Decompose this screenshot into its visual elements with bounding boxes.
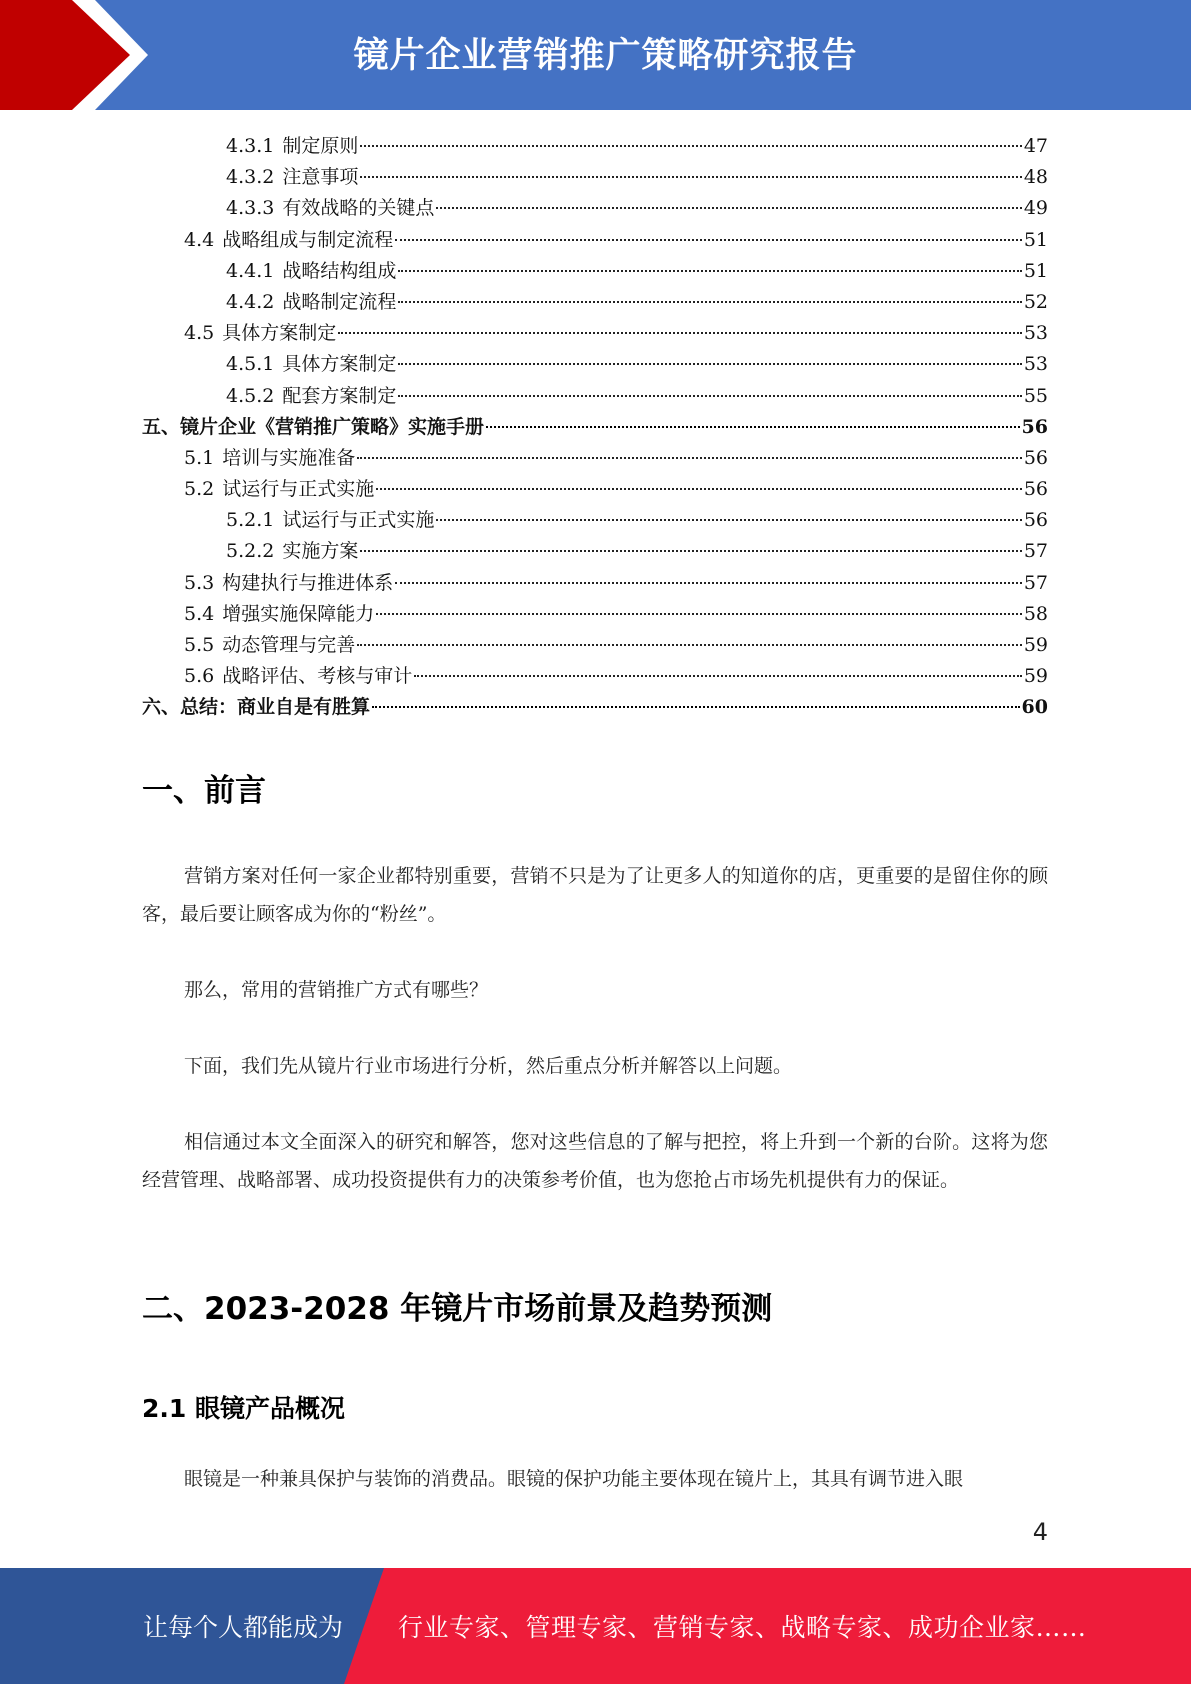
toc-entry-number: 4.5.2 (226, 384, 275, 407)
toc-entry-title: 五、镜片企业《营销推广策略》实施手册 (142, 415, 485, 438)
footer-slogan-left: 让每个人都能成为 (143, 1613, 344, 1642)
toc-entry-page: 49 (1023, 197, 1048, 220)
toc-entry-title: 试运行与正式实施 (222, 478, 375, 501)
toc-entry[interactable] (142, 661, 1048, 692)
toc-entry-title: 战略制定流程 (282, 290, 397, 313)
toc-entry-title: 增强实施保障能力 (222, 602, 375, 625)
overview-paragraph: 眼镜是一种兼具保护与装饰的消费品。眼镜的保护功能主要体现在镜片上，其具有调节进入眼 (184, 1468, 964, 1490)
toc-entry[interactable] (142, 381, 1048, 412)
toc-entry-number: 5.3 (184, 571, 215, 594)
toc-entry-title: 战略组成与制定流程 (222, 228, 394, 251)
toc-entry-page: 59 (1023, 634, 1048, 656)
document-title: 镜片企业营销推广策略研究报告 (353, 36, 858, 76)
toc-dot-leader (398, 301, 1021, 303)
toc-entry-title: 构建执行与推进体系 (222, 571, 394, 594)
toc-entry[interactable] (142, 349, 1048, 380)
toc-entry-title: 实施方案 (282, 540, 359, 563)
toc-entry-number: 4.5 (184, 322, 215, 345)
toc-entry-page: 47 (1023, 135, 1048, 157)
toc-entry-number: 4.4.2 (226, 290, 275, 313)
toc-entry-title: 六、总结：商业自是有胜算 (142, 696, 371, 719)
toc-entry-title: 配套方案制定 (282, 384, 397, 407)
toc-entry[interactable] (142, 536, 1048, 567)
toc-entry-page: 55 (1023, 384, 1048, 407)
toc-entry-page: 56 (1023, 446, 1048, 469)
toc-entry-page: 53 (1023, 353, 1048, 376)
toc-entry-page: 51 (1023, 259, 1048, 282)
toc-entry[interactable] (142, 443, 1048, 474)
toc-entry[interactable] (142, 193, 1048, 224)
toc-dot-leader (436, 519, 1021, 521)
toc-entry[interactable] (142, 474, 1048, 505)
toc-entry-number: 4.3.1 (226, 135, 275, 157)
toc-entry-title: 注意事项 (282, 166, 359, 189)
toc-entry-page: 52 (1023, 290, 1048, 313)
toc-entry[interactable] (142, 599, 1048, 630)
toc-dot-leader (376, 488, 1022, 490)
toc-entry-title: 具体方案制定 (282, 353, 397, 376)
subsection-heading-glasses-overview: 2.1 眼镜产品概况 (142, 1394, 345, 1423)
toc-entry-page: 57 (1023, 540, 1048, 563)
toc-dot-leader (338, 332, 1022, 334)
toc-entry-title: 培训与实施准备 (222, 446, 356, 469)
toc-entry[interactable] (142, 162, 1048, 193)
toc-entry[interactable] (142, 505, 1048, 536)
toc-entry-page: 48 (1023, 166, 1048, 189)
toc-entry-page: 57 (1023, 571, 1048, 594)
toc-dot-leader (398, 270, 1021, 272)
preface-paragraph-4: 相信通过本文全面深入的研究和解答，您对这些信息的了解与把控，将上升到一个新的台阶。这将为您经营管理、战略部署、成功投资提供有力的决策参考价值，也为您抢占市场先机提供有力的保证。 (142, 1131, 1048, 1191)
toc-entry-number: 5.5 (184, 634, 215, 656)
toc-entry-page: 51 (1023, 228, 1048, 251)
toc-entry-number: 5.1 (184, 446, 215, 469)
toc-entry-page: 58 (1023, 602, 1048, 625)
toc-entry-number: 4.3.3 (226, 197, 275, 220)
toc-entry[interactable] (142, 630, 1048, 661)
toc-entry[interactable] (142, 412, 1048, 443)
toc-dot-leader (398, 363, 1021, 365)
toc-dot-leader (414, 675, 1022, 677)
toc-entry[interactable] (142, 256, 1048, 287)
toc-dot-leader (395, 582, 1022, 584)
section-heading-preface: 一、前言 (142, 773, 266, 809)
toc-dot-leader (357, 644, 1022, 646)
page-number: 4 (1032, 1518, 1048, 1546)
footer-slogan-right: 行业专家、管理专家、营销专家、战略专家、成功企业家…… (398, 1613, 1087, 1642)
toc-entry[interactable] (142, 318, 1048, 349)
toc-entry-title: 有效战略的关键点 (282, 197, 435, 220)
toc-entry-number: 5.2.2 (226, 540, 275, 563)
toc-dot-leader (436, 207, 1021, 209)
preface-paragraph-2: 那么，常用的营销推广方式有哪些？ (184, 979, 489, 1001)
toc-dot-leader (360, 176, 1021, 178)
toc-entry[interactable] (142, 692, 1048, 723)
toc-entry-page: 59 (1023, 665, 1048, 688)
toc-dot-leader (376, 613, 1022, 615)
toc-entry[interactable] (142, 131, 1048, 162)
toc-entry-title: 战略结构组成 (282, 259, 397, 282)
table-of-contents (142, 131, 1048, 724)
toc-entry-number: 5.2 (184, 478, 215, 501)
toc-entry-page: 56 (1021, 415, 1048, 438)
toc-entry-page: 60 (1021, 696, 1048, 719)
toc-entry-number: 4.3.2 (226, 166, 275, 189)
toc-entry-title: 试运行与正式实施 (282, 509, 435, 532)
toc-dot-leader (395, 239, 1022, 241)
toc-entry-title: 具体方案制定 (222, 322, 337, 345)
toc-entry-page: 53 (1023, 322, 1048, 345)
toc-entry-title: 制定原则 (282, 135, 359, 157)
toc-dot-leader (398, 395, 1021, 397)
toc-entry-page: 56 (1023, 478, 1048, 501)
toc-entry-page: 56 (1023, 509, 1048, 532)
preface-paragraph-1: 营销方案对任何一家企业都特别重要，营销不只是为了让更多人的知道你的店，更重要的是留住你的顾客，最后要让顾客成为你的“粉丝”。 (142, 865, 1048, 925)
toc-entry-title: 动态管理与完善 (222, 634, 356, 656)
toc-entry-number: 4.4.1 (226, 259, 275, 282)
toc-dot-leader (372, 706, 1020, 708)
toc-entry[interactable] (142, 287, 1048, 318)
toc-dot-leader (360, 145, 1021, 147)
toc-entry[interactable] (142, 225, 1048, 256)
toc-entry-number: 5.2.1 (226, 509, 275, 532)
toc-dot-leader (357, 457, 1022, 459)
toc-entry-number: 4.4 (184, 228, 215, 251)
toc-dot-leader (360, 550, 1021, 552)
section-heading-market-forecast: 二、2023-2028 年镜片市场前景及趋势预测 (142, 1291, 773, 1327)
toc-entry[interactable] (142, 568, 1048, 599)
toc-entry-number: 5.4 (184, 602, 215, 625)
toc-dot-leader (486, 426, 1020, 428)
toc-entry-number: 4.5.1 (226, 353, 275, 376)
preface-paragraph-3: 下面，我们先从镜片行业市场进行分析，然后重点分析并解答以上问题。 (184, 1055, 793, 1077)
page-header (0, 0, 1191, 110)
toc-entry-title: 战略评估、考核与审计 (222, 665, 413, 688)
page-footer (0, 1568, 1191, 1684)
toc-entry-number: 5.6 (184, 665, 215, 688)
